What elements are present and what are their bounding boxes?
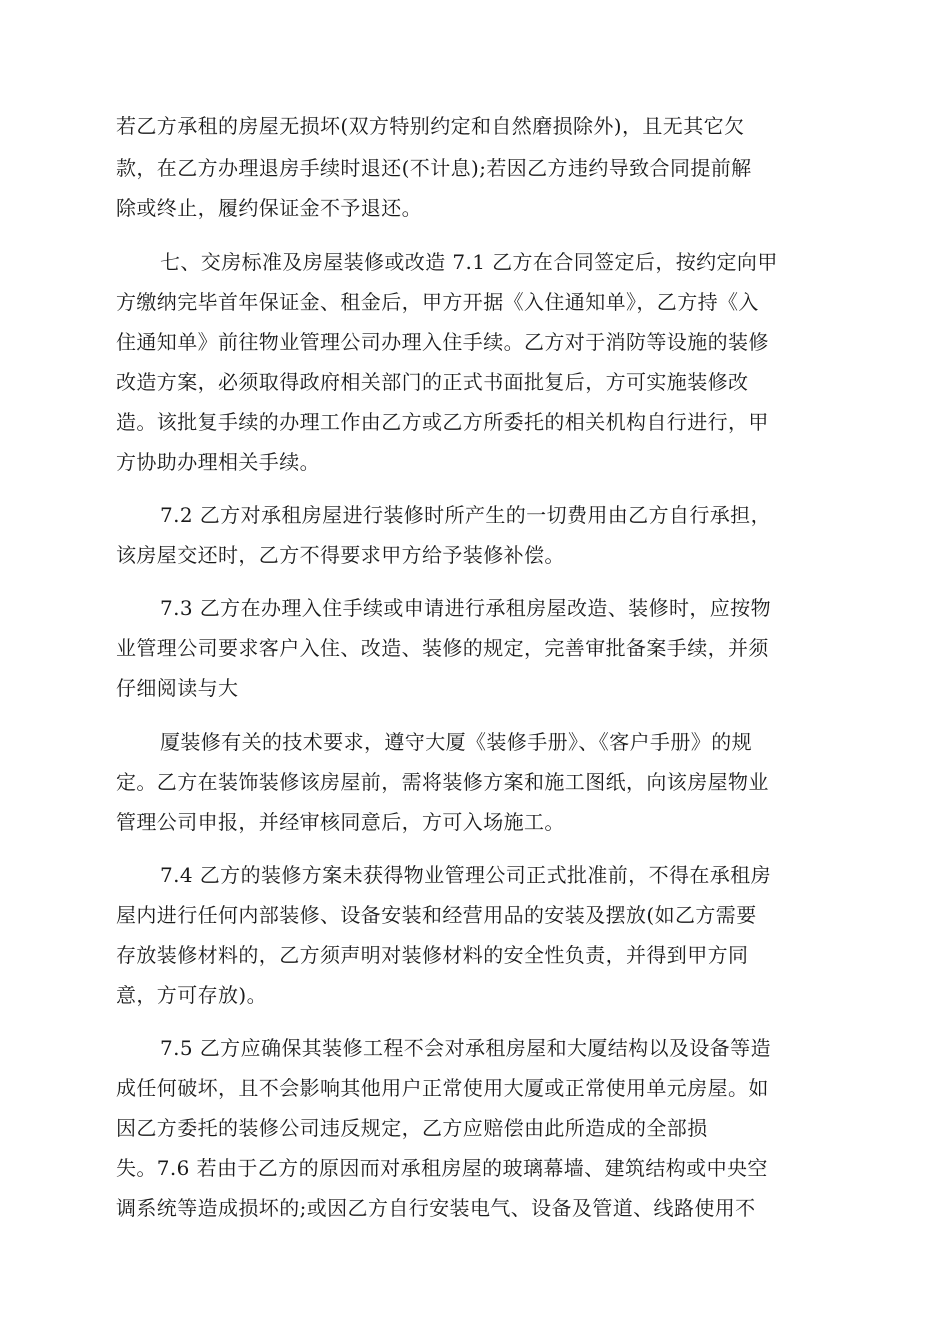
text-line: 该房屋交还时，乙方不得要求甲方给予装修补偿。 bbox=[116, 543, 565, 567]
text-line: 造。该批复手续的办理工作由乙方或乙方所委托的相关机构自行进行，甲 bbox=[116, 410, 769, 434]
text-line: 改造方案，必须取得政府相关部门的正式书面批复后，方可实施装修改 bbox=[116, 370, 749, 394]
text-line: 7.4 乙方的装修方案未获得物业管理公司正式批准前，不得在承租房 bbox=[160, 863, 771, 887]
text-line: 方缴纳完毕首年保证金、租金后，甲方开据《入住通知单》，乙方持《入 bbox=[116, 290, 759, 314]
text-line: 仔细阅读与大 bbox=[116, 676, 239, 700]
text-line: 7.3 乙方在办理入住手续或申请进行承租房屋改造、装修时，应按物 bbox=[160, 596, 771, 620]
text-line: 因乙方委托的装修公司违反规定，乙方应赔偿由此所造成的全部损 bbox=[116, 1116, 708, 1140]
text-line: 存放装修材料的，乙方须声明对装修材料的安全性负责，并得到甲方同 bbox=[116, 943, 749, 967]
text-line: 7.5 乙方应确保其装修工程不会对承租房屋和大厦结构以及设备等造 bbox=[160, 1036, 771, 1060]
text-line: 住通知单》前往物业管理公司办理入住手续。乙方对于消防等设施的装修 bbox=[116, 330, 769, 354]
text-line: 若乙方承租的房屋无损坏(双方特别约定和自然磨损除外)，且无其它欠 bbox=[116, 114, 745, 138]
text-line: 7.2 乙方对承租房屋进行装修时所产生的一切费用由乙方自行承担， bbox=[160, 503, 771, 527]
text-line: 调系统等造成损坏的;或因乙方自行安装电气、设备及管道、线路使用不 bbox=[116, 1196, 756, 1220]
text-line: 除或终止，履约保证金不予退还。 bbox=[116, 196, 422, 220]
text-line: 屋内进行任何内部装修、设备安装和经营用品的安装及摆放(如乙方需要 bbox=[116, 903, 757, 927]
text-line: 方协助办理相关手续。 bbox=[116, 450, 320, 474]
text-line: 意，方可存放)。 bbox=[116, 983, 268, 1007]
text-line: 成任何破坏，且不会影响其他用户正常使用大厦或正常使用单元房屋。如 bbox=[116, 1076, 769, 1100]
text-line: 厦装修有关的技术要求，遵守大厦《装修手册》、《客户手册》的规 bbox=[160, 730, 752, 754]
text-line: 款，在乙方办理退房手续时退还(不计息);若因乙方违约导致合同提前解 bbox=[116, 156, 752, 180]
text-line: 七、交房标准及房屋装修或改造 7.1 乙方在合同签定后，按约定向甲 bbox=[160, 250, 778, 274]
text-line: 定。乙方在装饰装修该房屋前，需将装修方案和施工图纸，向该房屋物业 bbox=[116, 770, 769, 794]
text-line: 业管理公司要求客户入住、改造、装修的规定，完善审批备案手续，并须 bbox=[116, 636, 769, 660]
text-line: 失。7.6 若由于乙方的原因而对承租房屋的玻璃幕墙、建筑结构或中央空 bbox=[116, 1156, 768, 1180]
text-line: 管理公司申报，并经审核同意后，方可入场施工。 bbox=[116, 810, 565, 834]
